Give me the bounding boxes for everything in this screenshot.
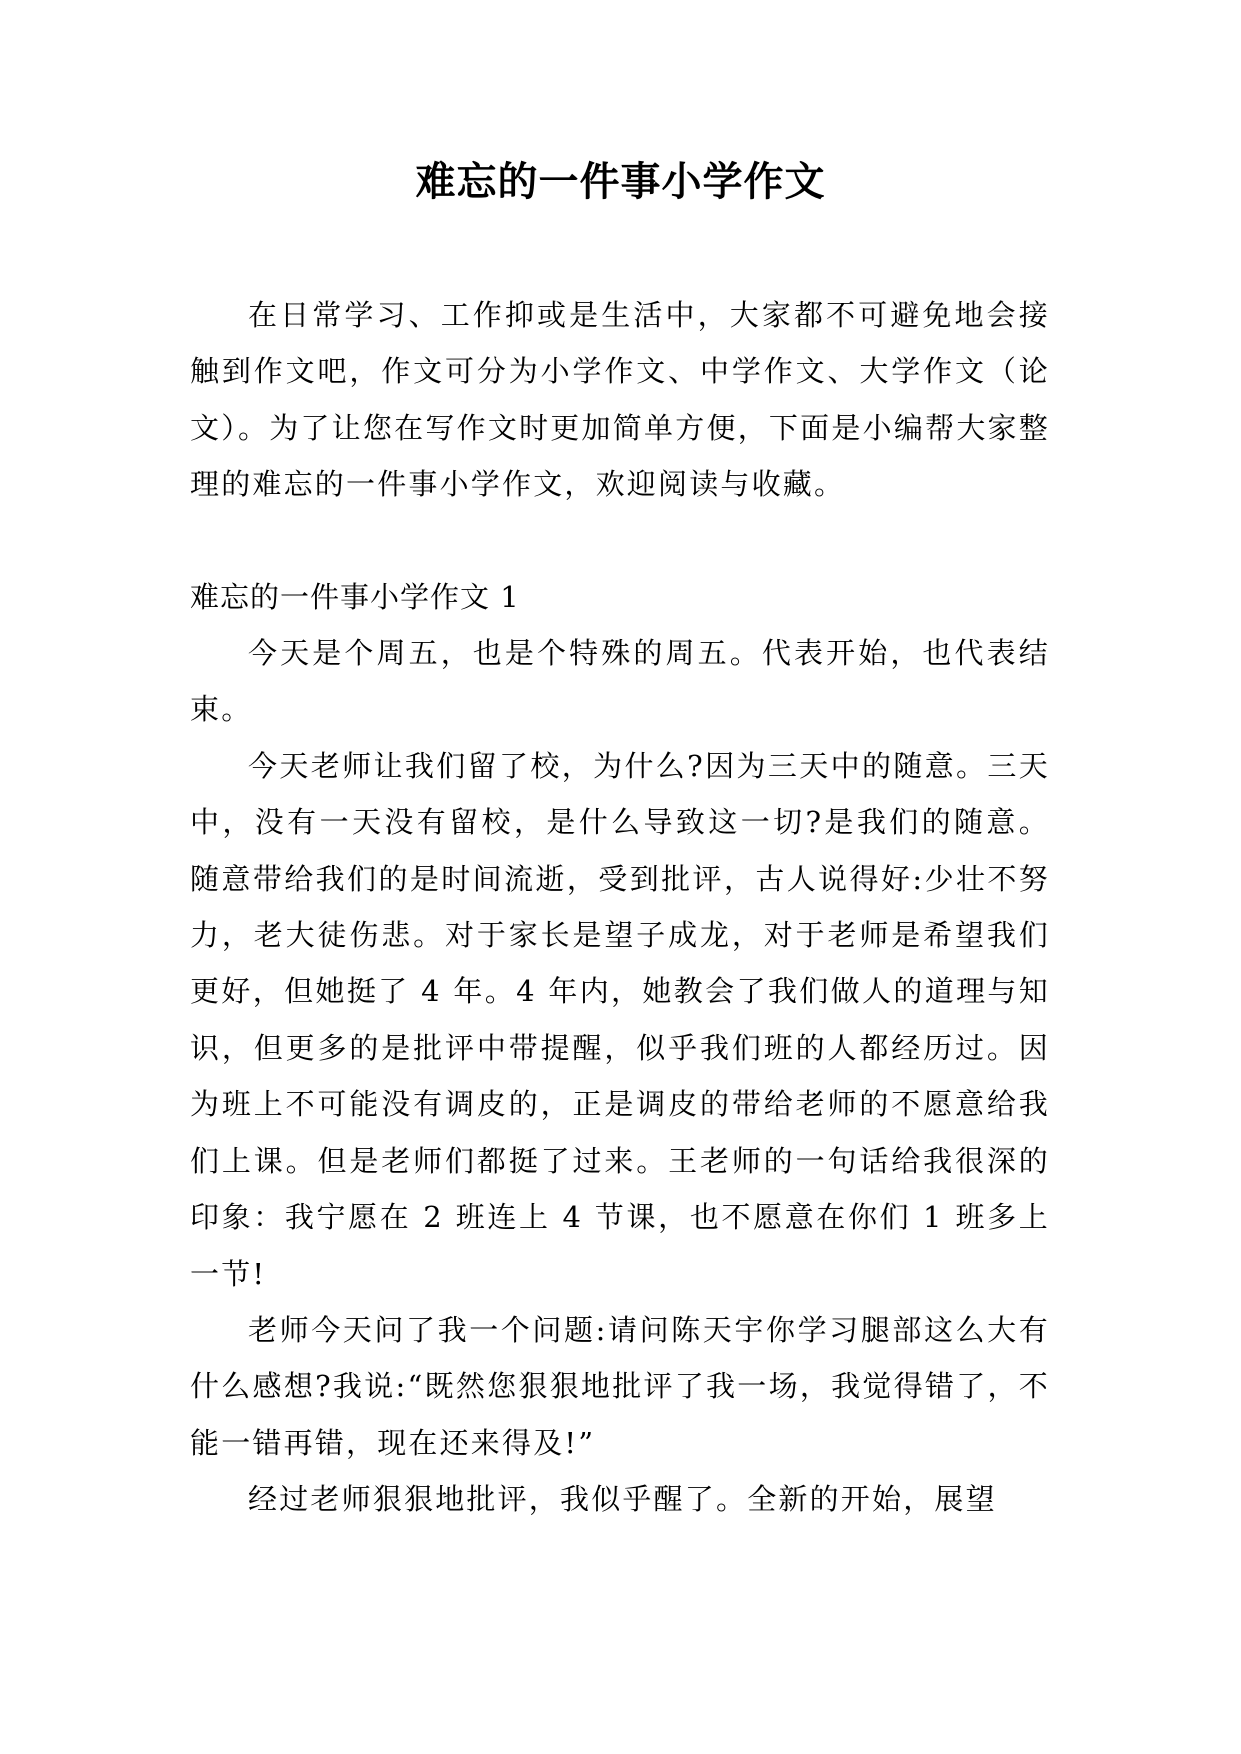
body-paragraph: 老师今天问了我一个问题:请问陈天宇你学习腿部这么大有什么感想?我说:“既然您狠狠地批评了我一场，我觉得错了，不能一错再错，现在还来得及!” [190,1312,1050,1460]
body-paragraph: 经过老师狠狠地批评，我似乎醒了。全新的开始，展望 [248,1482,997,1517]
body-paragraph: 今天是个周五，也是个特殊的周五。代表开始，也代表结束。 [190,636,1050,727]
intro-paragraph: 在日常学习、工作抑或是生活中，大家都不可避免地会接触到作文吧，作文可分为小学作文、中学作文、大学作文（论文）。为了让您在写作文时更加简单方便，下面是小编帮大家整理的难忘的一件事小学作文，欢迎阅读与收藏。 [190,298,1050,502]
body-paragraph: 今天老师让我们留了校，为什么?因为三天中的随意。三天中，没有一天没有留校，是什么导致这一切?是我们的随意。随意带给我们的是时间流逝，受到批评，古人说得好:少壮不努力，老大徒伤悲。对于家长是望子成龙，对于老师是希望我们更好，但她挺了 4 年。4 年内，她教会了我们做人的道理与知识，但更多的是批评中带提醒，似乎我们班的人都经历过。因为班上不可能没有调皮的，正是调皮的带给老师的不愿意给我们上课。但是老师们都挺了过来。王老师的一句话给我很深的印象：我宁愿在 2 班连上 4 节课，也不愿意在你们 1 班多上一节! [190,748,1050,1291]
section-heading: 难忘的一件事小学作文 1 [190,579,520,614]
document-title: 难忘的一件事小学作文 [415,159,826,205]
document-body [190,287,1050,1528]
